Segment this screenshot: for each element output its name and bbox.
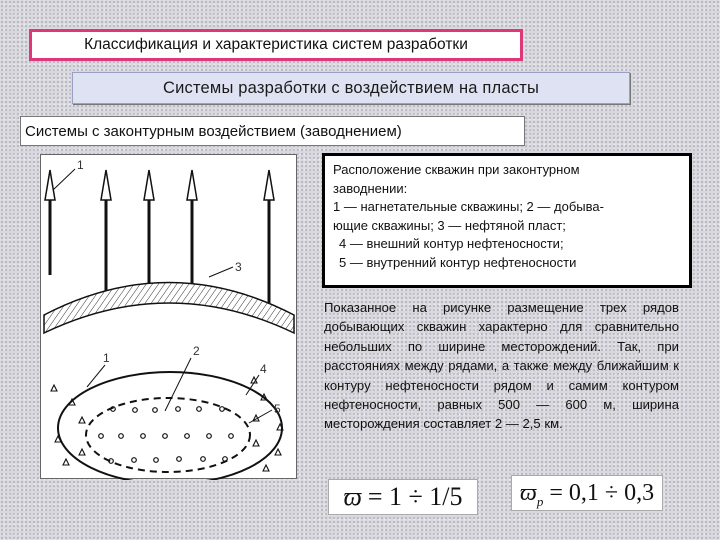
legend-line: заводнении: (333, 180, 408, 196)
formula-symbol: ϖ (519, 479, 537, 506)
section-heading: Системы с законтурным воздействием (заводнением) (20, 116, 525, 146)
injection-well-2 (101, 170, 111, 291)
oil-formation-arch (44, 283, 294, 334)
label-5: 5 (274, 402, 281, 416)
legend-line: 1 — нагнетательные скважины; 2 — добыва- (333, 199, 604, 214)
legend-line: 4 — внешний контур нефтеносности; (339, 236, 564, 251)
well-layout-figure (40, 154, 297, 479)
legend-line: Расположение скважин при законтурном (333, 162, 580, 177)
well-layout-diagram (41, 155, 298, 480)
formula-subscript: р (536, 494, 544, 509)
label-2: 2 (193, 344, 200, 358)
formula-expression: = 1 ÷ 1/5 (367, 482, 463, 511)
injection-well-5 (264, 170, 274, 303)
production-wells (99, 407, 234, 464)
injection-well-4 (187, 170, 197, 283)
description-paragraph: Показанное на рисунке размещение трех рядов добывающих скважин характерно для сравнительно небольших по ширине месторождений. Так, при расстояниях между рядами, а также между ближайшим к контуру нефтеносности рядом и самим контуром нефтеносности, равных 500 — 600 м, ширина месторождения составляет 2 — 2,5 км. (324, 300, 679, 432)
injection-well-1 (45, 170, 55, 275)
legend-line: ющие скважины; 3 — нефтяной пласт; (333, 217, 566, 233)
figure-legend (322, 153, 692, 288)
formula-symbol: ϖ (343, 482, 362, 511)
formula-omega-p (511, 475, 663, 511)
label-1-top: 1 (77, 158, 84, 172)
formula-expression: = 0,1 ÷ 0,3 (549, 479, 655, 506)
slide-title: Классификация и характеристика систем разработки (29, 29, 523, 61)
label-4: 4 (260, 362, 267, 376)
injection-well-3 (144, 170, 154, 283)
label-3: 3 (235, 260, 242, 274)
label-1-lower: 1 (103, 351, 110, 365)
formula-omega (328, 479, 478, 515)
legend-line: 5 — внутренний контур нефтеносности (339, 254, 577, 270)
slide-subtitle: Системы разработки с воздействием на пласты (72, 72, 630, 104)
